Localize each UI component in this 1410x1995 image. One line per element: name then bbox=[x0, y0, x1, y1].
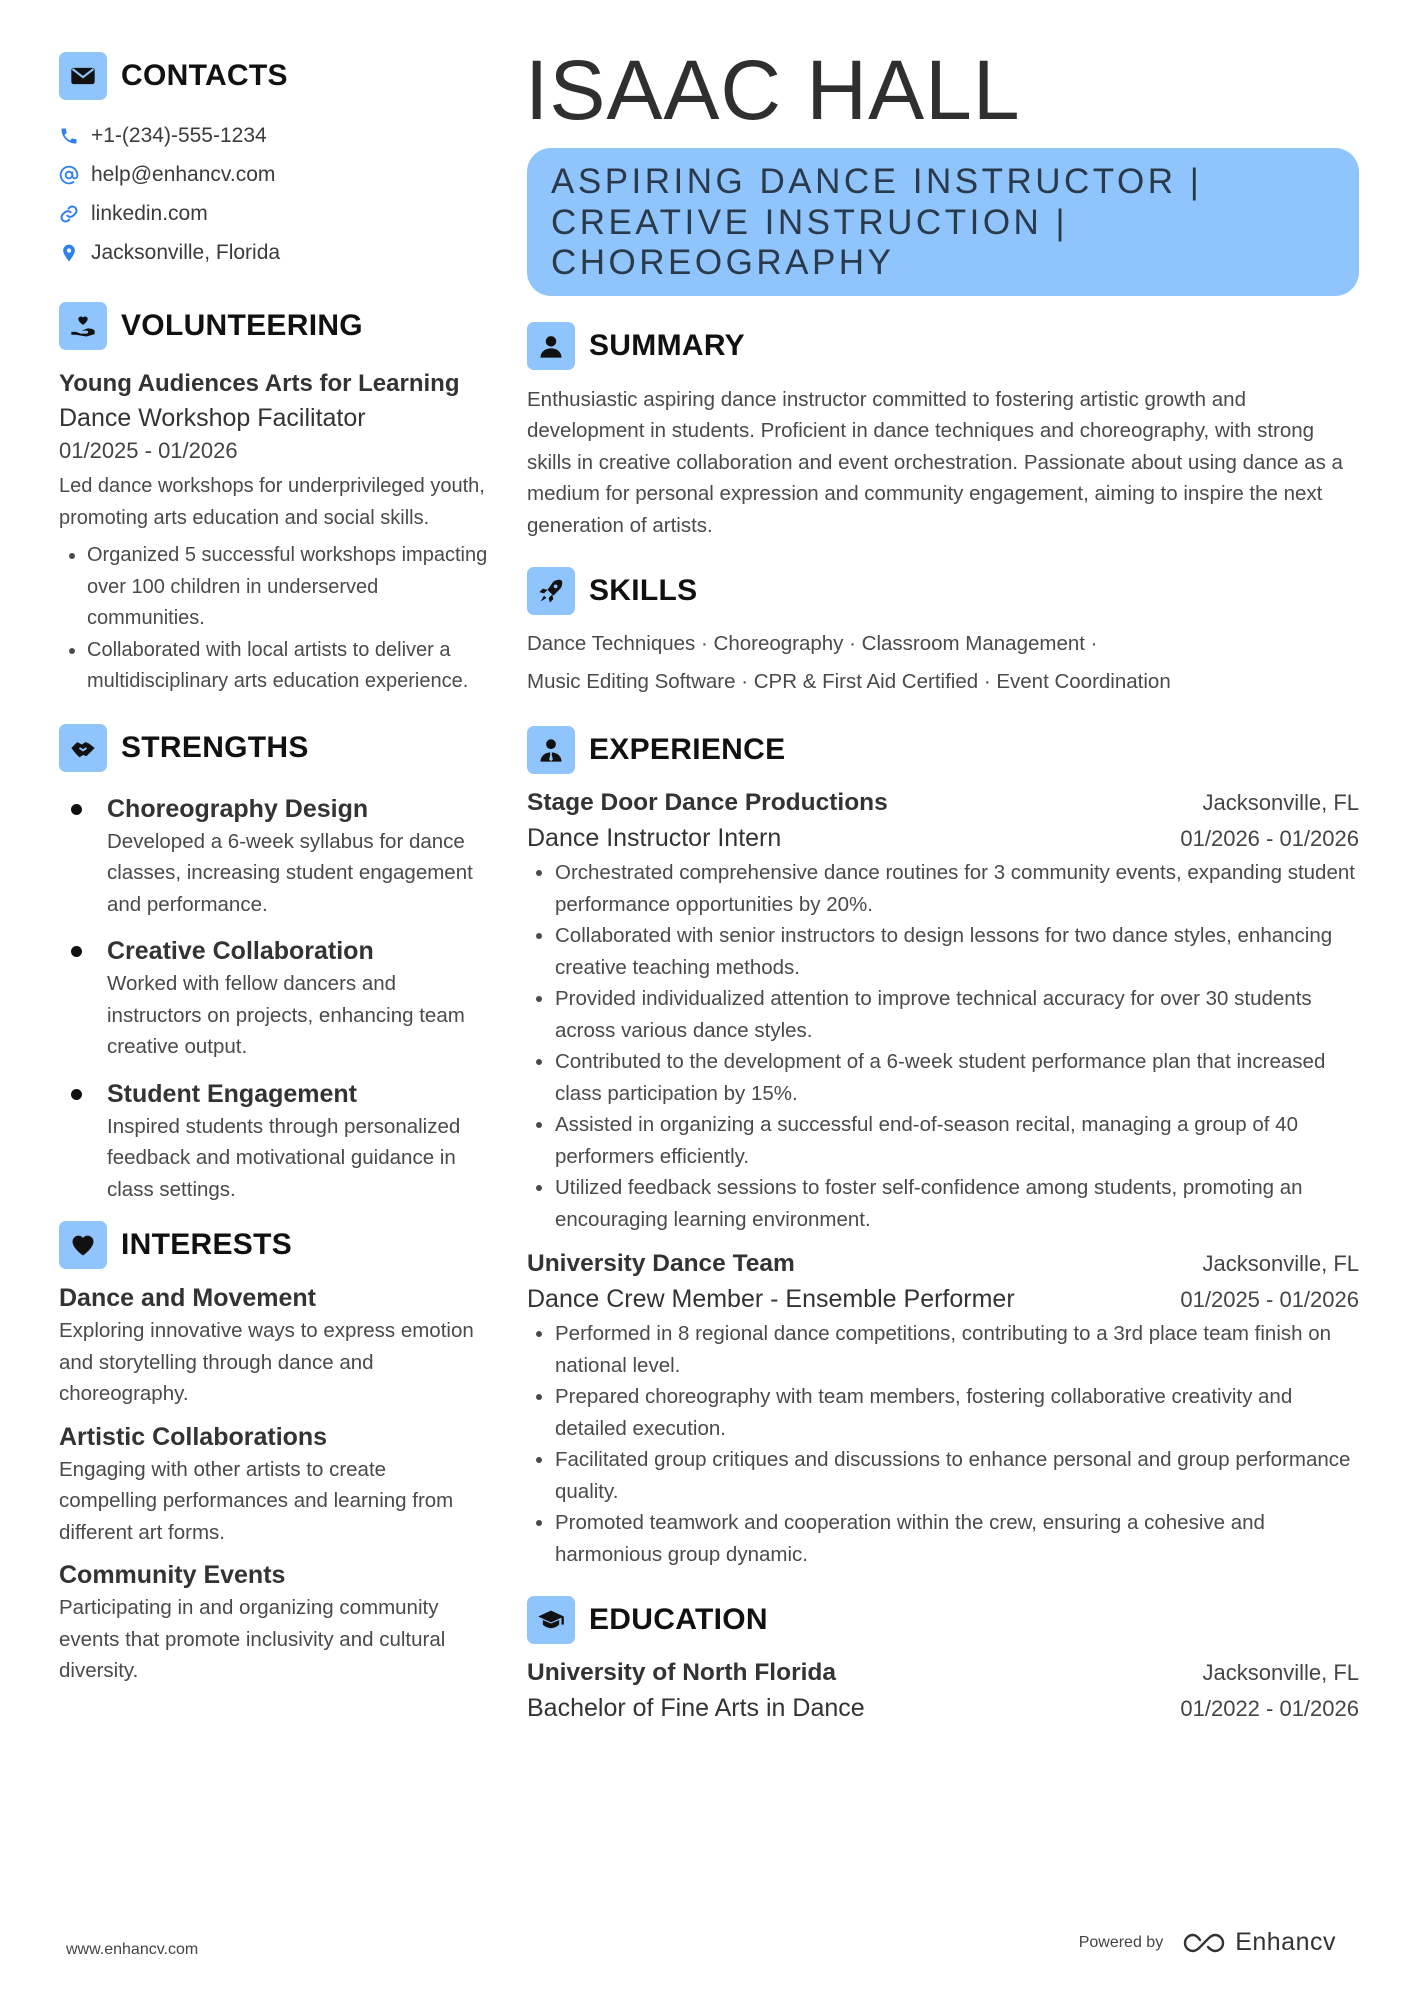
skills-line: Dance Techniques · Choreography · Classroom Management · bbox=[527, 632, 1098, 655]
volunteering-section bbox=[59, 302, 489, 698]
bullet-dot bbox=[71, 804, 82, 815]
strength-title: Choreography Design bbox=[107, 794, 369, 823]
contact-phone[interactable] bbox=[59, 116, 489, 155]
degree: Bachelor of Fine Arts in Dance bbox=[527, 1694, 865, 1722]
strength-title: Student Engagement bbox=[107, 1079, 358, 1108]
summary-text: Enthusiastic aspiring dance instructor committed to fostering artistic growth and development in students. Proficient in dance techniques and choreography, with strong skills in creative collaboration and event orchestration. Passionate about using dance as a medium for personal expression and community engagement, aiming to inspire the next generation of artists. bbox=[527, 387, 1343, 537]
summary-header bbox=[527, 322, 1359, 370]
list-item: • Orchestrated comprehensive dance routines for 3 community events, expanding student performance opportunities by 20%. bbox=[555, 857, 1359, 920]
job-header bbox=[527, 786, 1359, 820]
contact-location bbox=[59, 233, 489, 272]
job-bullets bbox=[527, 1318, 1359, 1570]
location-pin-icon bbox=[59, 243, 79, 263]
interest-desc: Exploring innovative ways to express emotion and storytelling through dance and choreography. bbox=[59, 1319, 474, 1405]
job-location: Jacksonville, FL bbox=[1202, 790, 1359, 815]
job-org: Stage Door Dance Productions bbox=[527, 789, 888, 816]
experience-section bbox=[527, 726, 1359, 1570]
volunteering-header bbox=[59, 302, 489, 350]
list-item: • Performed in 8 regional dance competitions, contributing to a 3rd place team finish on national level. bbox=[555, 1318, 1359, 1381]
infinity-logo-icon bbox=[1181, 1931, 1227, 1955]
footer-website[interactable]: www.enhancv.com bbox=[66, 1941, 199, 1958]
candidate-name: ISAAC HALL bbox=[525, 43, 1021, 137]
list-item: • Organized 5 successful workshops impacting over 100 children in underserved communities. bbox=[87, 540, 489, 635]
left-column bbox=[59, 52, 489, 1687]
list-item: • Collaborated with local artists to deliver a multidisciplinary arts education experience. bbox=[87, 635, 489, 698]
job-dates: 01/2026 - 01/2026 bbox=[1180, 826, 1359, 851]
list-item: • Provided individualized attention to improve technical accuracy for over 30 students across various dance styles. bbox=[555, 983, 1359, 1046]
volunteering-title: VOLUNTEERING bbox=[121, 309, 363, 342]
job-bullets bbox=[527, 857, 1359, 1235]
summary-section bbox=[527, 322, 1359, 542]
job-header bbox=[527, 1247, 1359, 1281]
list-item: • Utilized feedback sessions to foster self-confidence among students, promoting an encouraging learning environment. bbox=[555, 1172, 1359, 1235]
list-item: • Assisted in organizing a successful end-of-season recital, managing a group of 40 performers efficiently. bbox=[555, 1109, 1359, 1172]
handshake-icon bbox=[59, 724, 107, 772]
contact-linkedin[interactable] bbox=[59, 194, 489, 233]
user-icon bbox=[527, 322, 575, 370]
rocket-icon bbox=[527, 567, 575, 615]
list-item: • Contributed to the development of a 6-week student performance plan that increased class participation by 15%. bbox=[555, 1046, 1359, 1109]
footer-branding bbox=[1079, 1928, 1336, 1957]
volunteer-org: Young Audiences Arts for Learning bbox=[59, 370, 460, 397]
volunteer-dates: 01/2025 - 01/2026 bbox=[59, 438, 238, 463]
bullet-dot bbox=[71, 1089, 82, 1100]
job-role: Dance Instructor Intern bbox=[527, 824, 782, 852]
strength-item bbox=[59, 792, 489, 921]
location-text: Jacksonville, Florida bbox=[91, 240, 281, 264]
contact-email[interactable] bbox=[59, 155, 489, 194]
job-entry bbox=[527, 786, 1359, 1235]
job-dates: 01/2025 - 01/2026 bbox=[1180, 1287, 1359, 1312]
summary-title: SUMMARY bbox=[589, 328, 745, 362]
interest-title: Artistic Collaborations bbox=[59, 1422, 328, 1451]
phone-icon bbox=[59, 126, 79, 146]
school-location: Jacksonville, FL bbox=[1202, 1660, 1359, 1685]
school-name: University of North Florida bbox=[527, 1659, 837, 1686]
strength-desc: Developed a 6-week syllabus for dance classes, increasing student engagement and performance. bbox=[107, 829, 473, 916]
link-icon bbox=[59, 204, 79, 224]
experience-title: EXPERIENCE bbox=[589, 733, 786, 766]
list-item: • Facilitated group critiques and discussions to enhance personal and group performance quality. bbox=[555, 1444, 1359, 1507]
email-text: help@enhancv.com bbox=[91, 162, 276, 186]
powered-by-label: Powered by bbox=[1078, 1933, 1164, 1951]
job-subheader bbox=[527, 1281, 1359, 1318]
strengths-title: STRENGTHS bbox=[121, 730, 309, 764]
education-title: EDUCATION bbox=[589, 1603, 768, 1636]
experience-header bbox=[527, 726, 1359, 774]
education-header-row bbox=[527, 1656, 1359, 1690]
contacts-title: CONTACTS bbox=[121, 59, 288, 92]
headline-banner: ASPIRING DANCE INSTRUCTOR | CREATIVE INSTRUCTION | CHOREOGRAPHY bbox=[527, 148, 1359, 296]
contacts-header bbox=[59, 52, 489, 100]
heart-icon bbox=[59, 1221, 107, 1269]
skills-header bbox=[527, 567, 1359, 615]
right-column bbox=[527, 40, 1359, 1727]
job-role: Dance Crew Member - Ensemble Performer bbox=[527, 1285, 1015, 1313]
strength-item bbox=[59, 1077, 489, 1206]
list-item: • Prepared choreography with team members, fostering collaborative creativity and detailed execution. bbox=[555, 1381, 1359, 1444]
volunteer-bullets bbox=[59, 540, 489, 698]
linkedin-text: linkedin.com bbox=[91, 201, 208, 225]
briefcase-user-icon bbox=[527, 726, 575, 774]
job-location: Jacksonville, FL bbox=[1202, 1251, 1359, 1276]
list-item: • Collaborated with senior instructors to design lessons for two dance styles, enhancing creative teaching methods. bbox=[555, 920, 1359, 983]
phone-text: +1-(234)-555-1234 bbox=[91, 123, 267, 147]
interest-desc: Engaging with other artists to create compelling performances and learning from different art forms. bbox=[59, 1457, 454, 1544]
envelope-icon bbox=[59, 52, 107, 100]
bullet-dot bbox=[71, 946, 82, 957]
interests-header bbox=[59, 1221, 489, 1269]
enhancv-logo[interactable] bbox=[1181, 1928, 1336, 1957]
volunteer-role: Dance Workshop Facilitator bbox=[59, 404, 366, 432]
job-subheader bbox=[527, 820, 1359, 857]
interest-desc: Participating in and organizing community events that promote inclusivity and cultural diversity. bbox=[59, 1596, 446, 1682]
strength-item bbox=[59, 934, 489, 1063]
job-org: University Dance Team bbox=[527, 1250, 795, 1277]
list-item: • Promoted teamwork and cooperation within the crew, ensuring a cohesive and harmonious group dynamic. bbox=[555, 1507, 1359, 1570]
strength-title: Creative Collaboration bbox=[107, 937, 374, 965]
strength-desc: Inspired students through personalized feedback and motivational guidance in class settings. bbox=[107, 1114, 461, 1201]
at-sign-icon bbox=[59, 165, 79, 185]
interest-title: Community Events bbox=[59, 1561, 286, 1589]
interests-title: INTERESTS bbox=[121, 1228, 293, 1261]
interest-title: Dance and Movement bbox=[59, 1284, 317, 1312]
contacts-section bbox=[59, 52, 489, 272]
education-section bbox=[527, 1596, 1359, 1727]
skills-title: SKILLS bbox=[589, 574, 698, 607]
job-entry bbox=[527, 1247, 1359, 1570]
education-header bbox=[527, 1596, 1359, 1644]
interests-section bbox=[59, 1221, 489, 1687]
volunteer-description: Led dance workshops for underprivileged youth, promoting arts education and social skills. bbox=[59, 475, 485, 529]
education-subheader-row bbox=[527, 1690, 1359, 1727]
strengths-header bbox=[59, 724, 489, 772]
brand-name: Enhancv bbox=[1235, 1928, 1336, 1956]
skills-section bbox=[527, 567, 1359, 700]
strengths-section bbox=[59, 724, 489, 1206]
education-dates: 01/2022 - 01/2026 bbox=[1180, 1696, 1359, 1721]
skills-line: Music Editing Software · CPR & First Aid Certified · Event Coordination bbox=[527, 669, 1171, 693]
hand-heart-icon bbox=[59, 302, 107, 350]
strength-desc: Worked with fellow dancers and instructors on projects, enhancing team creative output. bbox=[107, 972, 465, 1058]
graduation-cap-icon bbox=[527, 1596, 575, 1644]
